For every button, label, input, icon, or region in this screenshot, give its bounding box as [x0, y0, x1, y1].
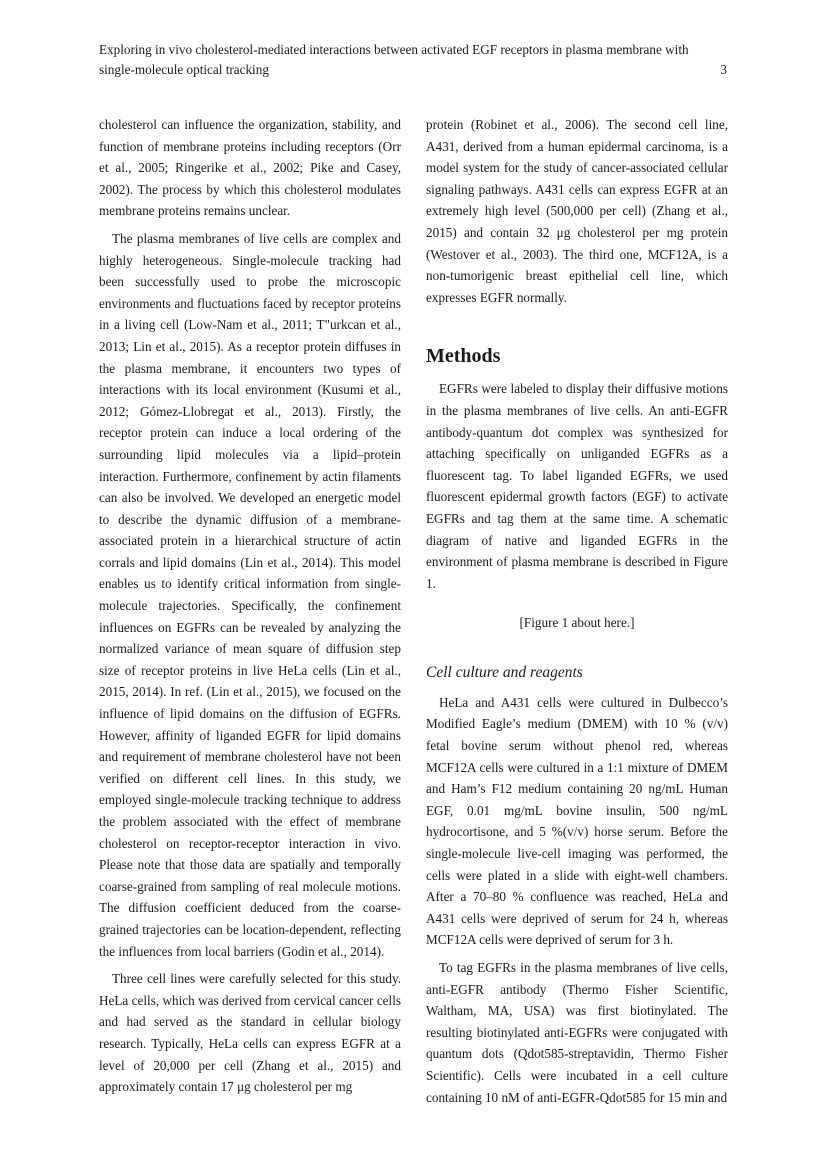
- page-number: 3: [720, 62, 727, 77]
- figure-placeholder: [Figure 1 about here.]: [519, 615, 635, 631]
- section-heading-methods: Methods: [426, 345, 501, 368]
- paragraph: cholesterol can influence the organization, stability, and function of membrane proteins including receptors (Orr et al., 2005; Ringerike et al., 2002; Pike and Casey, 2002). The process by which this cholesterol modulates membrane proteins remains unclear.: [99, 117, 401, 219]
- running-header: [99, 40, 727, 80]
- running-header-title: Exploring in vivo cholesterol-mediated interactions between activated EGF receptors in plasma membrane with single-molecule optical tracking: [99, 42, 689, 77]
- paragraph: HeLa and A431 cells were cultured in Dulbecco’s Modified Eagle’s medium (DMEM) with 10 % (v/v) fetal bovine serum without phenol red, whereas MCF12A cells were cultured in a 1:1 mixture of DMEM and Ham’s F12 medium containing 20 ng/mL Human EGF, 0.01 mg/mL bovine insulin, 500 ng/mL hydrocortisone, and 5 %(v/v) horse serum. Before the single-molecule live-cell imaging was performed, the cells were plated in a slide with eight-well chambers. After a 70–80 % confluence was reached, HeLa and A431 cells were deprived of serum for 24 h, whereas MCF12A cells were deprived of serum for 3 h.: [426, 694, 728, 948]
- right-column: [426, 114, 728, 1114]
- subsection-heading: Cell culture and reagents: [426, 663, 583, 681]
- paragraph: The plasma membranes of live cells are complex and highly heterogeneous. Single-molecule tracking had been successfully used to probe the microscopic environments and fluctuations faced by receptor proteins in a living cell (Low-Nam et al., 2011; T"urkcan et al., 2013; Lin et al., 2015). As a receptor protein diffuses in the plasma membrane, it encounters two types of interactions with its local environment (Kusumi et al., 2012; Gómez-Llobregat et al., 2013). Firstly, the receptor protein can induce a local ordering of the surrounding lipid molecules via a lipid–protein interaction. Furthermore, confinement by actin filaments can also be involved. We developed an energetic model to describe the dynamic diffusion of a membrane-associated protein in a hierarchical structure of actin corrals and lipid domains (Lin et al., 2014). This model enables us to identify critical information from single-molecule trajectories. Specifically, the confinement influences on EGFRs can be revealed by analyzing the normalized variance of mean square of diffusion step size of receptor proteins in live HeLa cells (Lin et al., 2015, 2014). In ref. (Lin et al., 2015), we focused on the influence of lipid domains on the diffusion of EGFRs. However, affinity of liganded EGFR for lipid domains and requirement of membrane cholesterol have not been verified on different cell lines. In this study, we employed single-molecule tracking technique to address the problem associated with the effect of membrane cholesterol on receptor-receptor interaction in vivo. Please note that those data are spatially and temporally coarse-grained from sampling of real molecule motions. The diffusion coefficient deduced from the coarse-grained trajectories can be location-dependent, reflecting the influences from local barriers (Godin et al., 2014).: [99, 230, 401, 959]
- paragraph: protein (Robinet et al., 2006). The second cell line, A431, derived from a human epidermal carcinoma, is a model system for the study of cancer-associated cellular signaling pathways. A431 cells can express EGFR at an extremely high level (500,000 per cell) (Zhang et al., 2015) and contain 32 μg cholesterol per mg protein (Westover et al., 2003). The third one, MCF12A, is a non-tumorigenic breast epithelial cell line, which expresses EGFR normally.: [426, 117, 728, 305]
- paragraph: EGFRs were labeled to display their diffusive motions in the plasma membranes of live cells. An anti-EGFR antibody-quantum dot complex was synthesized for attaching specifically on unliganded EGFRs as a fluorescent tag. To label liganded EGFRs, we used fluorescent epidermal growth factors (EGF) to activate EGFRs and tag them at the same time. A schematic diagram of native and liganded EGFRs in the environment of plasma membrane is described in Figure 1.: [426, 381, 728, 591]
- paragraph: To tag EGFRs in the plasma membranes of live cells, anti-EGFR antibody (Thermo Fisher Scientific, Waltham, MA, USA) was first biotinylated. The resulting biotinylated anti-EGFRs were conjugated with quantum dots (Qdot585-streptavidin, Thermo Fisher Scientific). Cells were incubated in a cell culture containing 10 nM of anti-EGFR-Qdot585 for 15 min and: [426, 960, 728, 1105]
- paragraph: Three cell lines were carefully selected for this study. HeLa cells, which was derived from cervical cancer cells and had served as the standard in cellular biology research. Typically, HeLa cells can express EGFR at a level of 20,000 per cell (Zhang et al., 2015) and approximately contain 17 μg cholesterol per mg: [99, 971, 401, 1095]
- left-column: [99, 114, 401, 1104]
